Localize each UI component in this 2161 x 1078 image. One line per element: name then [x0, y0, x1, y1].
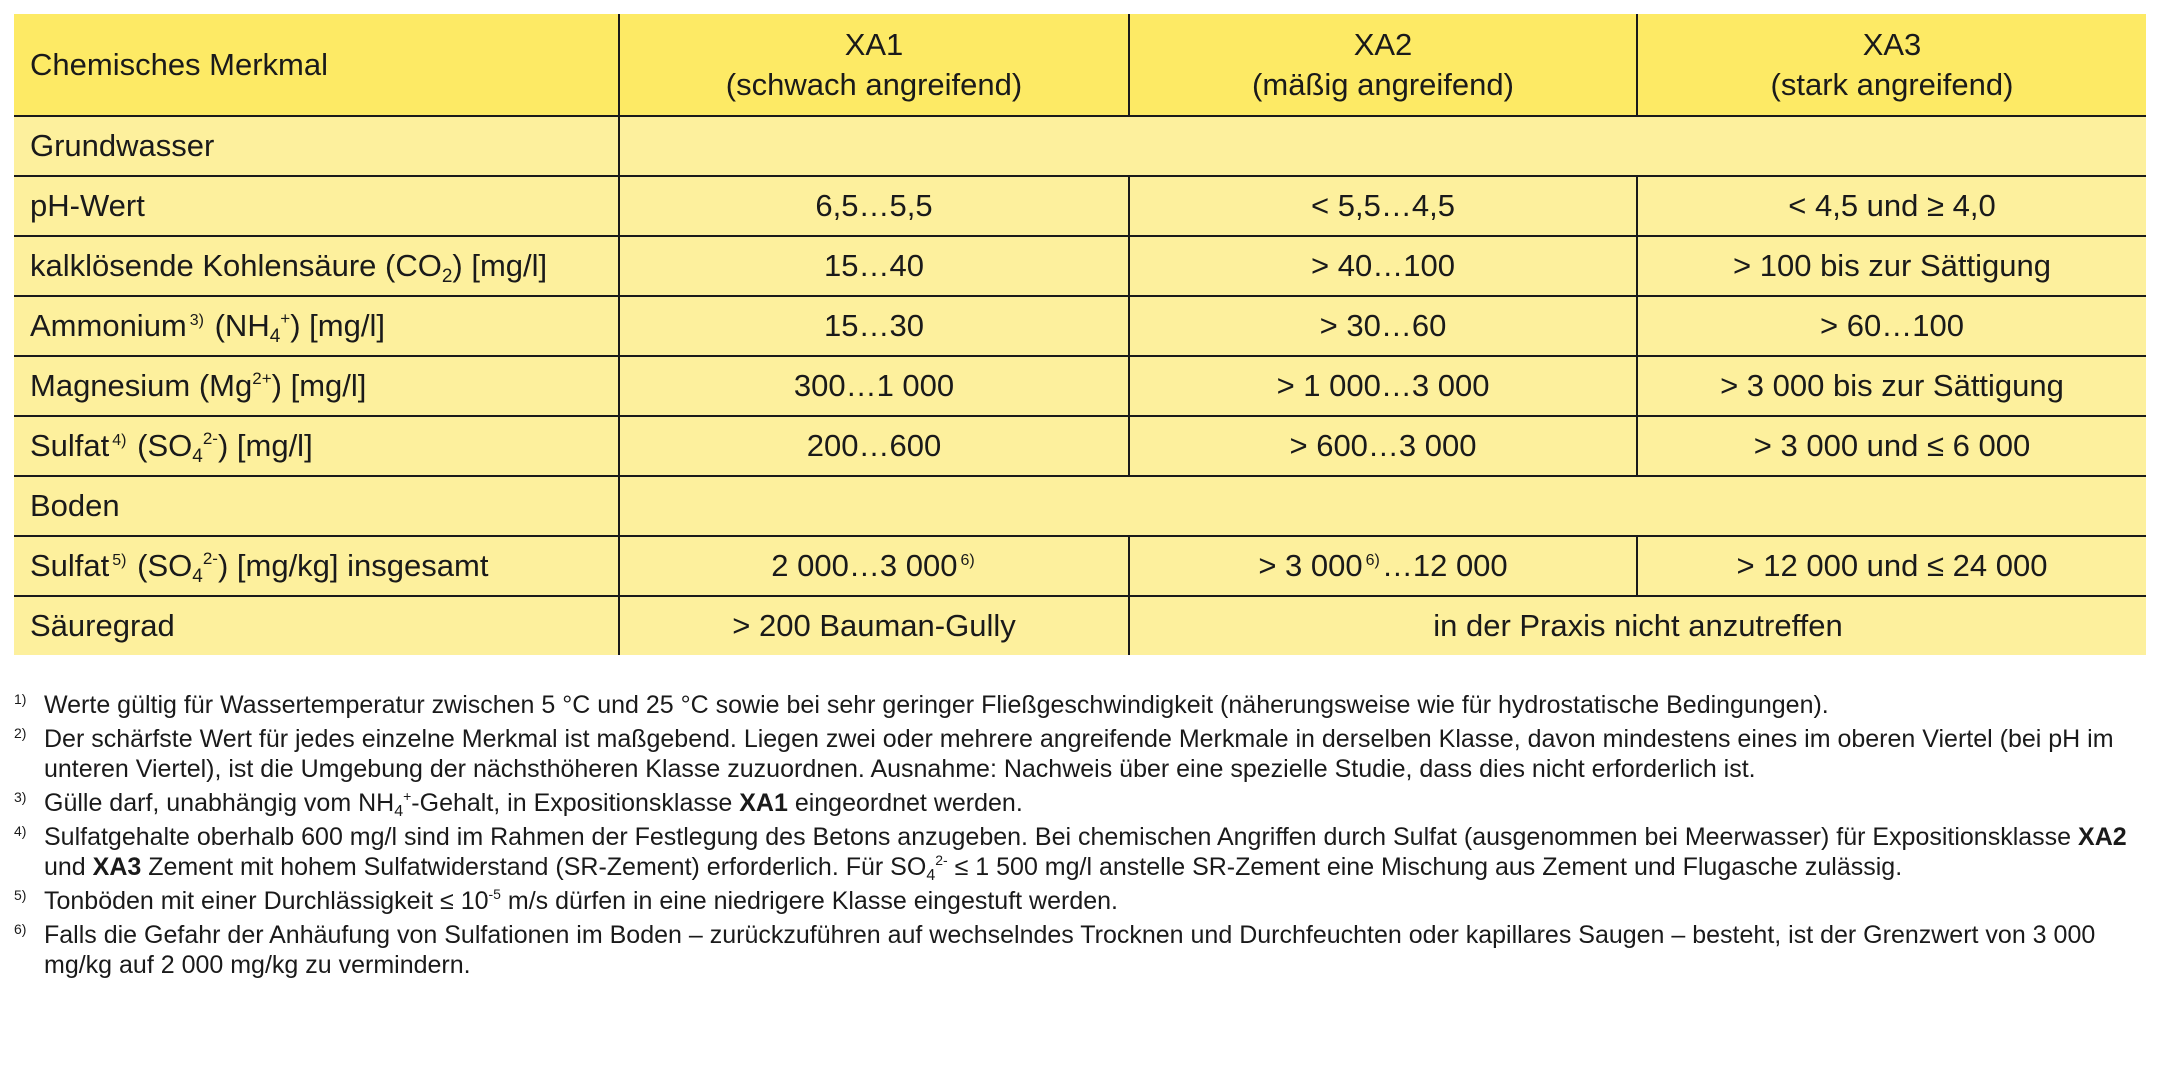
- table-row-ph: [14, 176, 2146, 236]
- footnote-ref: 6): [960, 552, 975, 569]
- header-xa3: XA3 (stark angreifend): [1637, 14, 2146, 116]
- table-row-sulfate-water: [14, 416, 2146, 476]
- cell-xa3: > 3 000 bis zur Sättigung: [1637, 356, 2146, 416]
- header-feature: Chemisches Merkmal: [14, 14, 619, 116]
- table-row-ammonium: [14, 296, 2146, 356]
- cell-xa2: < 5,5…4,5: [1129, 176, 1637, 236]
- cell-xa2: > 3 000 $^{6)}$…12 000: [1129, 536, 1637, 596]
- cell-xa1: 2 000…3 000 $^{6)}$: [619, 536, 1129, 596]
- footnote-ref: 6): [1365, 552, 1380, 569]
- footnote-ref: 5): [112, 552, 127, 569]
- footnote-3: 3) Gülle darf, unabhängig vom $NH_4^+$-Gehalt, in Expositionsklasse XA1 eingeordnet werden.: [14, 788, 1023, 820]
- footnote-2: 2) Der schärfste Wert für jedes einzelne Merkmal ist maßgebend. Liegen zwei oder mehrere angreifende Merkmale in derselben Klasse, davon mindestens eines im oberen Viertel (bei pH im unteren Viertel), ist die Umgebung der nächsthöheren Klasse zuzuordnen. Ausnahme: Nachweis über eine spezielle Studie, dass dies nicht erforderlich ist.: [14, 725, 2114, 783]
- cell-xa3: > 60…100: [1637, 296, 2146, 356]
- footnote-6: 6) Falls die Gefahr der Anhäufung von Sulfationen im Boden – zurückzuführen auf wechselndes Trocknen und Durchfeuchten oder kapillares Saugen – besteht, ist der Grenzwert von 3 000 mg/kg auf 2 000 mg/kg zu vermindern.: [14, 921, 2096, 979]
- row-label: pH-Wert: [14, 176, 619, 236]
- footnotes: [14, 690, 2146, 984]
- table-row-acidity: [14, 596, 2146, 655]
- cell-xa3: > 100 bis zur Sättigung: [1637, 236, 2146, 296]
- cell-xa2-xa3: in der Praxis nicht anzutreffen: [1129, 596, 2146, 655]
- cell-xa1: 200…600: [619, 416, 1129, 476]
- row-label: Säuregrad: [14, 596, 619, 655]
- header-xa2: XA2 (mäßig angreifend): [1129, 14, 1637, 116]
- row-label: Magnesium $(Mg^{2+})$ [mg/l]: [14, 356, 619, 416]
- header-xa1: XA1 (schwach angreifend): [619, 14, 1129, 116]
- exposure-class-table: [14, 14, 2146, 655]
- cell-xa3: < 4,5 und ≥ 4,0: [1637, 176, 2146, 236]
- row-label: Sulfat $^{4)}$ $(SO_4^{2-})$ [mg/l]: [14, 416, 619, 476]
- cell-xa3: > 3 000 und ≤ 6 000: [1637, 416, 2146, 476]
- section-label-groundwater: Grundwasser: [14, 116, 619, 176]
- section-label-soil: Boden: [14, 476, 619, 536]
- row-label: kalklösende Kohlensäure $(CO_2)$ [mg/l]: [14, 236, 619, 296]
- section-row-soil: [14, 476, 2146, 536]
- section-row-groundwater: [14, 116, 2146, 176]
- footnote-ref: 3): [189, 312, 204, 329]
- row-label: Ammonium $^{3)}$ $(NH_4^+)$ [mg/l]: [14, 296, 619, 356]
- footnote-ref: 4): [112, 432, 127, 449]
- section-empty-cell: [619, 116, 2146, 176]
- cell-xa1: > 200 Bauman-Gully: [619, 596, 1129, 655]
- row-label: Sulfat $^{5)}$ $(SO_4^{2-})$ [mg/kg] insgesamt: [14, 536, 619, 596]
- cell-xa1: 300…1 000: [619, 356, 1129, 416]
- cell-xa2: > 1 000…3 000: [1129, 356, 1637, 416]
- cell-xa2: > 40…100: [1129, 236, 1637, 296]
- cell-xa2: > 600…3 000: [1129, 416, 1637, 476]
- table-header-row: [14, 14, 2146, 116]
- cell-xa1: 15…30: [619, 296, 1129, 356]
- cell-xa2: > 30…60: [1129, 296, 1637, 356]
- table-row-magnesium: [14, 356, 2146, 416]
- section-empty-cell: [619, 476, 2146, 536]
- table-row-co2: [14, 236, 2146, 296]
- cell-xa1: 15…40: [619, 236, 1129, 296]
- footnote-1: 1) Werte gültig für Wassertemperatur zwischen 5 °C und 25 °C sowie bei sehr geringer Fließgeschwindigkeit (näherungsweise wie für hydrostatische Bedingungen).: [14, 691, 1829, 719]
- table-row-sulfate-soil: [14, 536, 2146, 596]
- cell-xa1: 6,5…5,5: [619, 176, 1129, 236]
- cell-xa3: > 12 000 und ≤ 24 000: [1637, 536, 2146, 596]
- footnote-4: 4) Sulfatgehalte oberhalb 600 mg/l sind im Rahmen der Festlegung des Betons anzugeben. Bei chemischen Angriffen durch Sulfat (ausgenommen bei Meerwasser) für Expositionsklasse XA2 und XA3 Zement mit hohem Sulfatwiderstand (SR-Zement) erforderlich. Für $SO_4^{2-} \le 1$ 500 mg/l anstelle SR-Zement eine Mischung aus Zement und Flugasche zulässig.: [14, 823, 2127, 884]
- footnote-5: 5) Tonböden mit einer Durchlässigkeit ≤ $10^{-5}$ m/s dürfen in eine niedrigere Klasse eingestuft werden.: [14, 886, 1118, 915]
